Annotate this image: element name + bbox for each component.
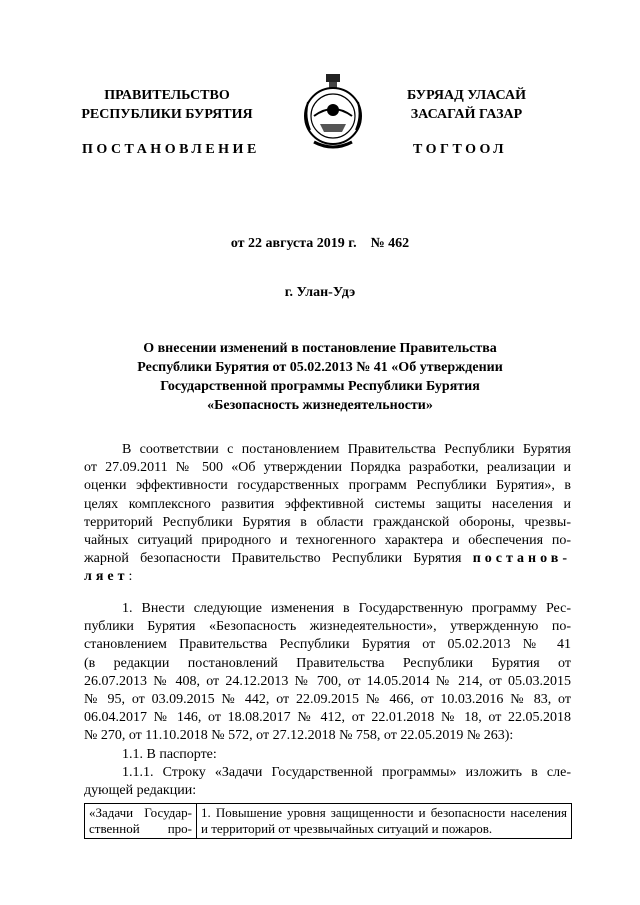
paragraph-line: [84, 568, 571, 586]
cell-line: «Задачи Государ-: [89, 805, 192, 820]
resolves-keyword-end: ляет: [84, 569, 129, 585]
paragraph-line: (в редакции постановлений Правительства Республики Бурятия от: [84, 655, 571, 671]
buryatia-coat-of-arms-icon: [300, 72, 366, 154]
city-line: г. Улан-Удэ: [284, 285, 356, 300]
subitem-1-1-1: 1.1.1. Строку «Задачи Государственной программы» изложить в сле-: [122, 764, 571, 780]
document-title: [0, 339, 640, 415]
table-row: [85, 804, 572, 839]
paragraph-colon: :: [128, 569, 133, 585]
subitem-1-1: 1.1. В паспорте:: [122, 746, 217, 762]
paragraph-line: целях комплексного развития эффективной системы защиты населения и: [84, 496, 571, 512]
doc-type-ru: ПОСТАНОВЛЕНИЕ: [82, 142, 260, 157]
table-cell-value: [197, 804, 572, 839]
paragraph-line: № 270, от 11.10.2018 № 572, от 27.12.2018 № 758, от 22.05.2019 № 263):: [84, 728, 514, 744]
header-right-line2: ЗАСАГАЙ ГАЗАР: [410, 107, 523, 122]
paragraph-line: оценки эффективности государственных программ Республики Бурятия», в: [84, 478, 571, 494]
paragraph-line: от 27.09.2011 № 500 «Об утверждении Порядка разработки, реализации и: [84, 460, 571, 476]
cell-line: и территорий от чрезвычайных ситуаций и пожаров.: [201, 821, 493, 836]
paragraph-line: становлением Правительства Республики Бурятия от 05.02.2013 № 41: [84, 637, 571, 653]
cell-line: ственной про-: [89, 821, 192, 836]
paragraph-line: 1. Внести следующие изменения в Государственную программу Рес-: [122, 601, 571, 616]
doc-type-bua: ТОГТООЛ: [413, 142, 508, 157]
header-right-line1: БУРЯАД УЛАСАЙ: [407, 88, 526, 103]
title-line: «Безопасность жизнедеятельности»: [207, 398, 433, 413]
header-right-bua: [384, 86, 549, 124]
preamble-paragraph: [84, 441, 571, 587]
title-line: О внесении изменений в постановление Правительства: [143, 341, 497, 356]
paragraph-line: чайных ситуаций природного и техногенного характера и обеспечения по-: [84, 533, 571, 549]
date-number-line: от 22 августа 2019 г. № 462: [230, 236, 410, 251]
paragraph-line: 06.04.2017 № 146, от 18.08.2017 № 412, от 22.01.2018 № 18, от 22.05.2018: [84, 710, 571, 726]
paragraph-text: жарной безопасности Правительство Республики Бурятия: [84, 551, 473, 567]
paragraph-line: В соответствии с постановлением Правительства Республики Бурятия: [122, 442, 571, 457]
table-cell-label: [85, 804, 197, 839]
header-left-line2: РЕСПУБЛИКИ БУРЯТИЯ: [81, 107, 253, 122]
paragraph-line: территорий Республики Бурятия в области гражданской обороны, чрезвы-: [84, 514, 571, 530]
header-left-line1: ПРАВИТЕЛЬСТВО: [104, 88, 230, 103]
program-tasks-table: [84, 803, 572, 839]
title-line: Республики Бурятия от 05.02.2013 № 41 «Об утверждении: [137, 360, 503, 375]
header-left-ru: [72, 86, 262, 124]
paragraph-line: 26.07.2013 № 408, от 24.12.2013 № 700, от 14.05.2014 № 214, от 05.03.2015: [84, 673, 571, 689]
subitem-1-1-1-cont: дующей редакции:: [84, 783, 197, 799]
paragraph-line: [84, 550, 571, 568]
paragraph-line: публики Бурятия «Безопасность жизнедеятельности», утвержденную по-: [84, 619, 571, 635]
title-line: Государственной программы Республики Бурятия: [160, 379, 480, 394]
cell-line: 1. Повышение уровня защищенности и безопасности населения: [201, 805, 567, 820]
paragraph-line: № 95, от 03.09.2015 № 442, от 22.09.2015 № 466, от 10.03.2016 № 83, от: [84, 692, 571, 708]
item-1-paragraph: [84, 600, 571, 800]
resolves-keyword: постанов-: [472, 551, 571, 567]
